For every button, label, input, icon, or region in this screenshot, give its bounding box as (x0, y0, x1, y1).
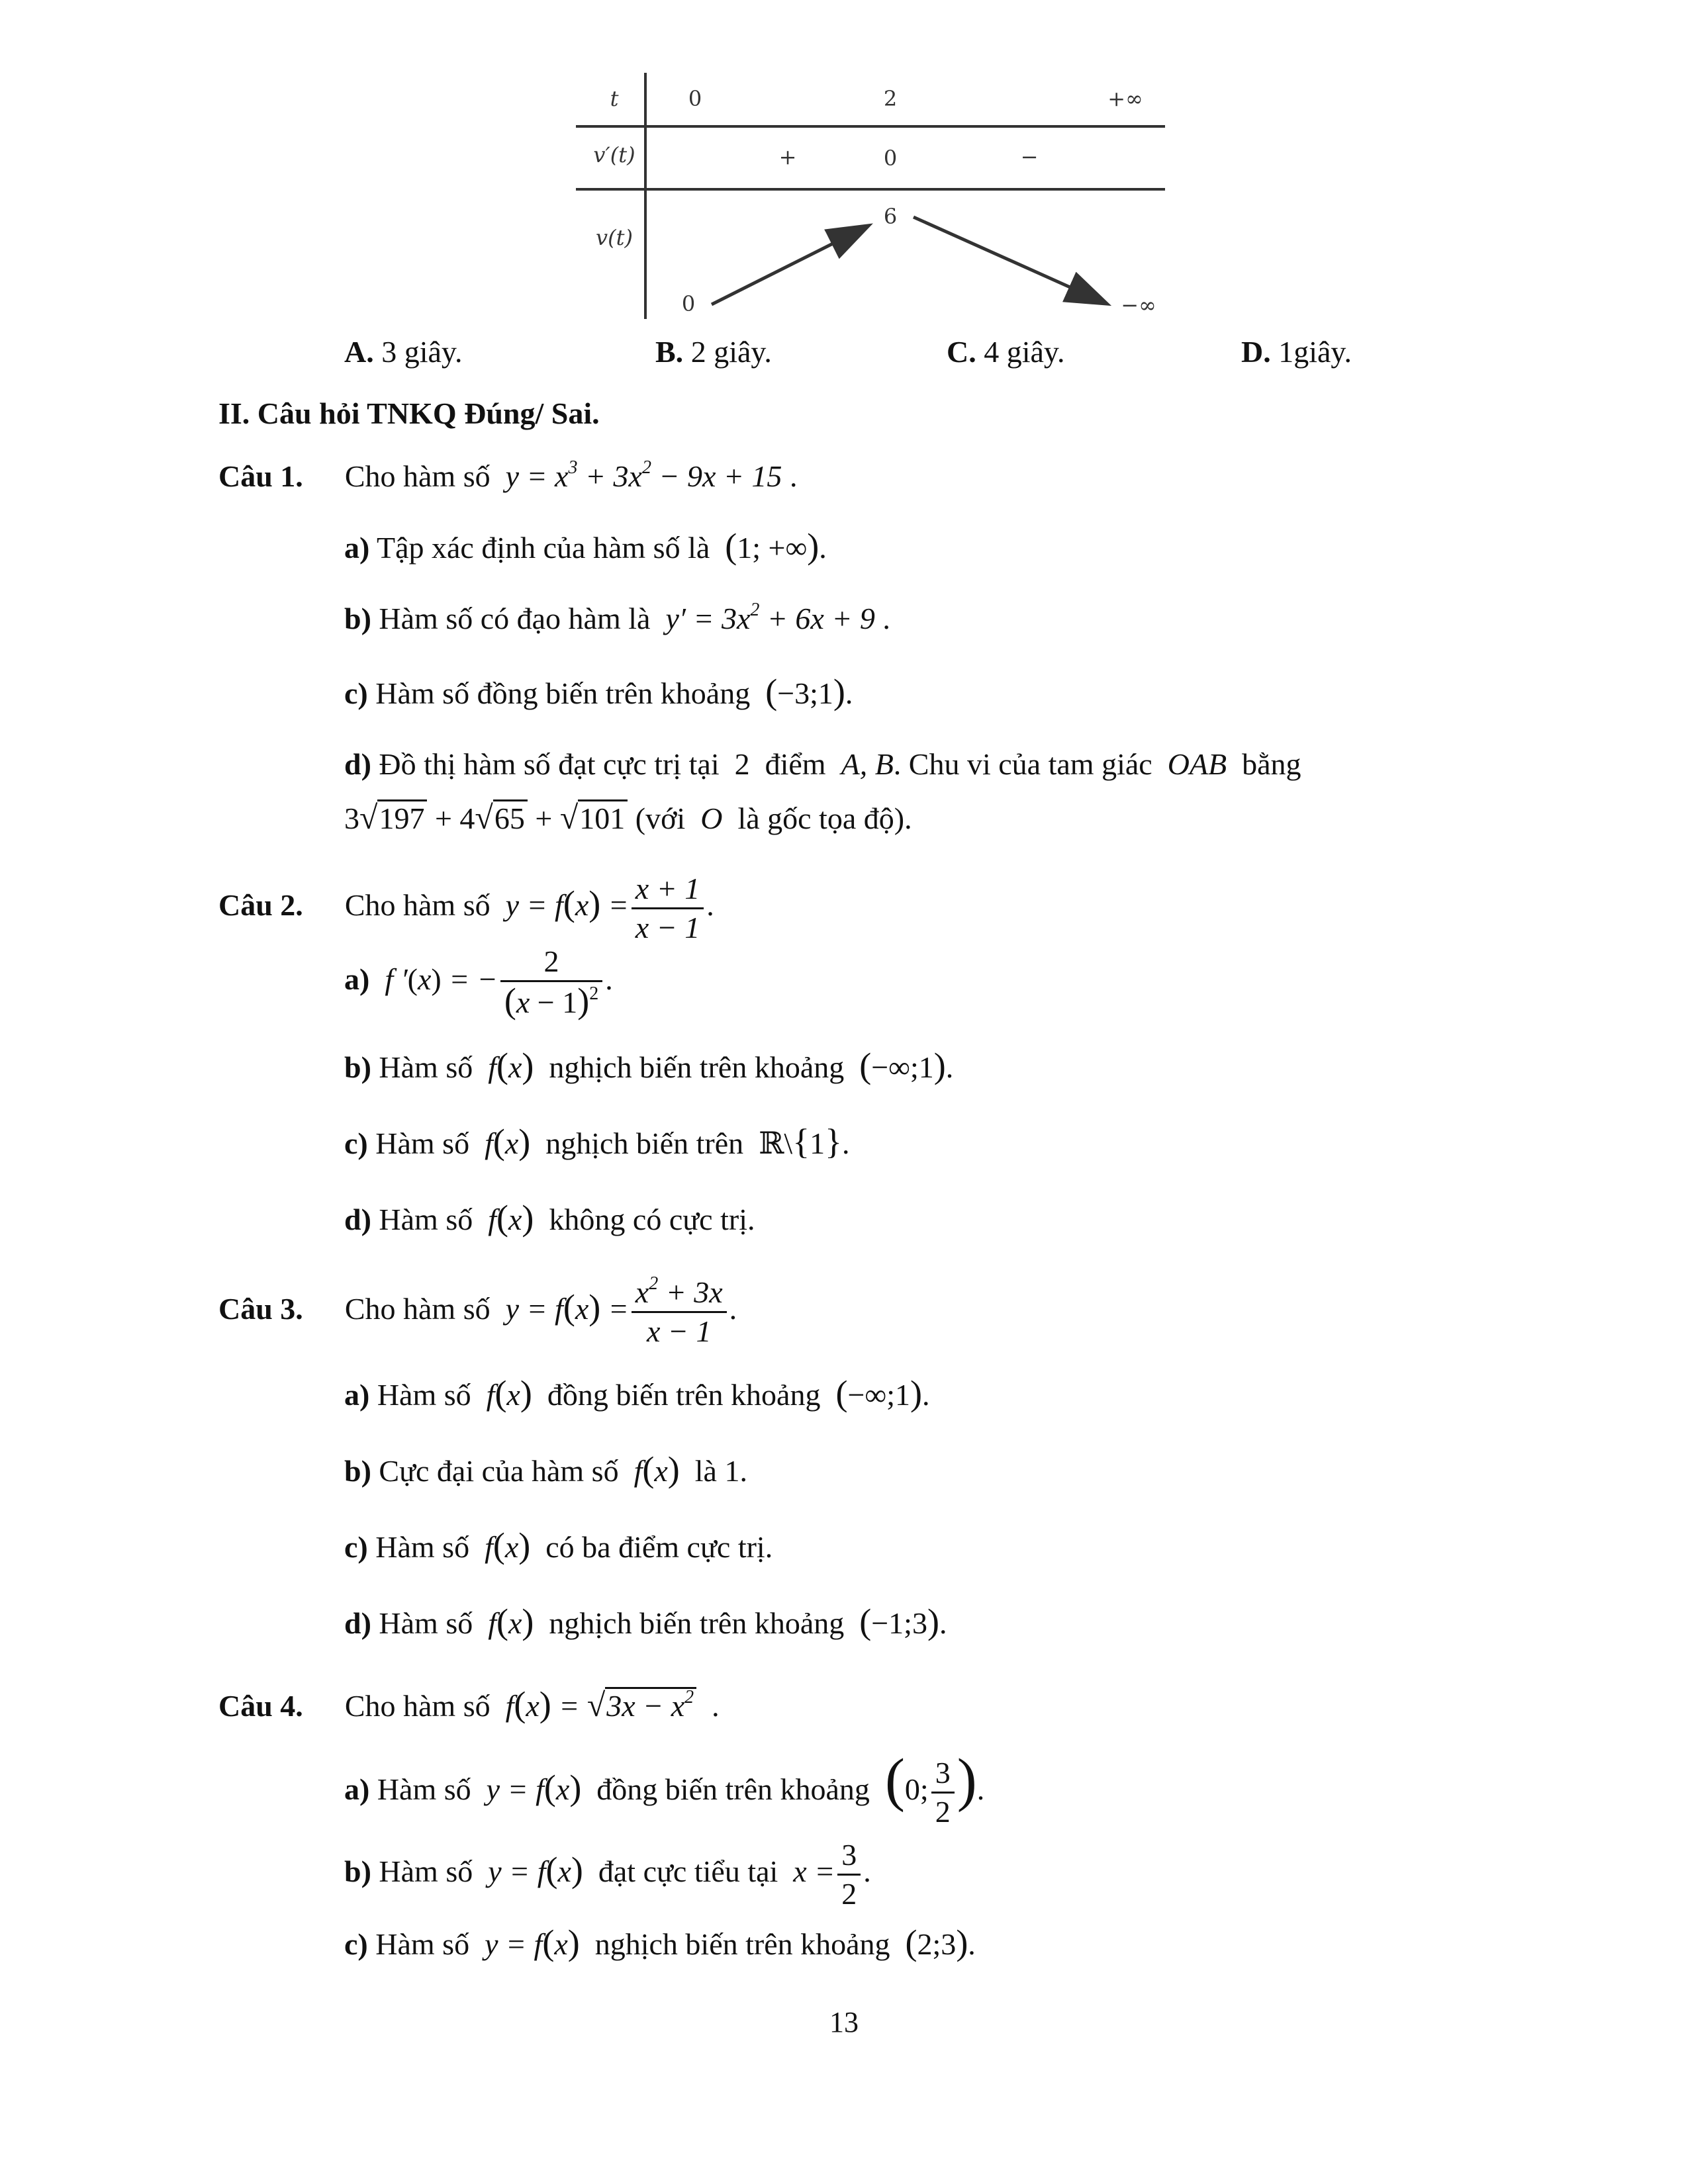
q3-statement-d[interactable] (344, 1602, 947, 1643)
q4-c-math: (2;3). (905, 1923, 976, 1962)
q1-a-text: Tập xác định của hàm số là (377, 531, 710, 565)
q1-d-perimeter: 3√197 + 4√65 + √101 (344, 801, 628, 835)
q3-a-math: (−∞;1). (835, 1373, 930, 1413)
q3-statement-c[interactable] (344, 1525, 773, 1567)
sign-zero: 0 (883, 146, 898, 171)
q1-statement-a[interactable] (344, 526, 827, 568)
q3-label: Câu 3. (218, 1292, 303, 1326)
table-header-t: t (610, 86, 619, 111)
q1-d-label: d) (344, 747, 371, 781)
q2-statement-c[interactable] (344, 1122, 850, 1163)
q3-a-text2: đồng biến trên khoảng (547, 1378, 821, 1412)
t-value-infinity: +∞ (1107, 86, 1143, 111)
q3-b-label: b) (344, 1454, 371, 1488)
table-row-label-v: v(t) (596, 225, 633, 250)
q2-a-fraction: $\frac{2}{(x - 1)^2}$ (500, 943, 602, 1021)
q1-d-two: 2 (727, 747, 758, 781)
q1-c-label: c) (344, 676, 368, 710)
q4-b-text2: đạt cực tiểu tại (598, 1854, 778, 1888)
q3-c-fx: f(x) (477, 1525, 531, 1565)
q4-c-text2: nghịch biến trên khoảng (594, 1927, 890, 1961)
option-d-label: D. (1241, 335, 1271, 369)
option-c-text: 4 giây. (984, 335, 1065, 369)
decreasing-arrow (914, 217, 1105, 303)
v-value-6: 6 (883, 204, 898, 229)
q3-function: y = f(x) = (498, 1287, 629, 1327)
q1-label: Câu 1. (218, 459, 303, 493)
page-number: 13 (829, 2006, 859, 2038)
q1-d-text4: bằng (1242, 747, 1301, 781)
q2-function: y = f(x) = (498, 884, 629, 923)
q4-statement-a[interactable] (344, 1741, 984, 1831)
q1-statement-d-line2 (344, 797, 912, 839)
option-b[interactable] (655, 334, 772, 369)
q2-label: Câu 2. (218, 888, 303, 922)
q4-statement-b[interactable]: b) Hàm số y = f(x) đạt cực tiểu tại x = $\frac{3}{2}$ . (344, 1830, 871, 1913)
v-value-neg-infinity: −∞ (1121, 293, 1156, 318)
q4-statement-c[interactable] (344, 1923, 976, 1964)
q1-d-triangle: OAB (1160, 747, 1235, 781)
q1-statement-d[interactable] (344, 745, 1301, 784)
q2-b-text2: nghịch biến trên khoảng (549, 1050, 845, 1084)
q2-a-math: f ′(x) = − (377, 962, 498, 996)
q3-b-text1: Cực đại của hàm số (379, 1454, 619, 1488)
option-c-label: C. (947, 335, 976, 369)
q2-statement-d[interactable] (344, 1198, 755, 1240)
q2-fraction: $\frac{x + 1}{x - 1}$ (632, 870, 704, 946)
q2-c-math: ℝ\{1}. (751, 1122, 850, 1161)
q4-function: $f(x) = √3x - x^2$ (498, 1689, 696, 1723)
q3-c-text2: có ba điểm cực trị. (545, 1530, 773, 1564)
q4-c-label: c) (344, 1927, 368, 1961)
q4-c-fx: y = f(x) (477, 1923, 580, 1962)
q1-b-math: $y' = 3x^2 + 6x + 9$ (657, 600, 875, 635)
q1-a-label: a) (344, 531, 370, 565)
q1-function: $y = x^3 + 3x^2 - 9x + 15$ (498, 457, 782, 493)
q3-intro-line: Câu 3. Cho hàm số y = f(x) = $\frac{x^2 + 3x}{x - 1}$ . (218, 1267, 737, 1350)
q3-a-text1: Hàm số (377, 1378, 471, 1412)
q2-a-label: a) (344, 962, 370, 996)
q2-c-text1: Hàm số (375, 1126, 470, 1160)
sign-plus: + (778, 144, 797, 169)
q3-d-text1: Hàm số (379, 1606, 473, 1640)
q1-d-text5: (với (635, 801, 686, 835)
q1-a-math: (1; +∞). (725, 526, 827, 566)
q3-b-text2: là 1. (694, 1454, 747, 1488)
table-row-label-vprime: v′(t) (593, 142, 635, 167)
q2-c-label: c) (344, 1126, 368, 1160)
section-title: II. Câu hỏi TNKQ Đúng/ Sai. (218, 396, 600, 430)
q4-b-math: x = (785, 1854, 835, 1888)
option-a-label: A. (344, 335, 374, 369)
q4-a-text2: đồng biến trên khoảng (596, 1772, 870, 1806)
q1-d-text1: Đồ thị hàm số đạt cực trị tại (379, 747, 720, 781)
q3-b-fx: f(x) (626, 1449, 680, 1489)
option-a[interactable] (344, 334, 462, 369)
variation-table (0, 60, 1688, 390)
q4-a-label: a) (344, 1772, 370, 1806)
option-b-text: 2 giây. (690, 335, 772, 369)
q2-b-math: (−∞;1). (859, 1046, 954, 1085)
q3-statement-b[interactable] (344, 1449, 747, 1491)
q2-d-label: d) (344, 1203, 371, 1236)
q2-d-text1: Hàm số (379, 1203, 473, 1236)
q1-statement-c[interactable] (344, 672, 853, 713)
q1-c-text: Hàm số đồng biến trên khoảng (375, 676, 751, 710)
q2-d-text2: không có cực trị. (549, 1203, 755, 1236)
q3-d-label: d) (344, 1606, 371, 1640)
q3-c-label: c) (344, 1530, 368, 1564)
increasing-arrow (712, 226, 867, 304)
q1-b-label: b) (344, 602, 371, 635)
q4-c-text1: Hàm số (375, 1927, 470, 1961)
q1-intro: Cho hàm số (344, 459, 491, 493)
q3-d-math: (−1;3). (859, 1602, 947, 1641)
q4-b-fx: y = f(x) (480, 1850, 583, 1889)
q1-d-points: A, B (833, 747, 894, 781)
option-d[interactable] (1241, 334, 1352, 369)
q4-a-math: (0; $\frac{3}{2}$ ). (877, 1772, 984, 1806)
q4-intro-line: Câu 4. Cho hàm số $f(x) = √3x - x^2$ . (218, 1684, 720, 1724)
option-b-label: B. (655, 335, 684, 369)
q4-label: Câu 4. (218, 1689, 303, 1723)
q3-fraction: $\frac{x^2 + 3x}{x - 1}$ (632, 1274, 727, 1350)
q3-a-fx: f(x) (479, 1373, 532, 1413)
q2-d-fx: f(x) (480, 1198, 534, 1238)
q1-c-math: (−3;1). (765, 672, 853, 711)
q2-c-text2: nghịch biến trên (545, 1126, 744, 1160)
q2-statement-a[interactable]: a) f ′(x) = − $\frac{2}{(x - 1)^2}$ . (344, 944, 613, 1021)
q2-b-text1: Hàm số (379, 1050, 473, 1084)
q1-d-origin: O (692, 801, 730, 835)
q2-b-fx: f(x) (480, 1046, 534, 1085)
option-a-text: 3 giây. (381, 335, 463, 369)
q4-a-text1: Hàm số (377, 1772, 471, 1806)
option-c[interactable] (947, 334, 1064, 369)
v-value-0: 0 (681, 291, 696, 316)
q1-d-text3: . Chu vi của tam giác (893, 747, 1152, 781)
q1-statement-b[interactable]: b) Hàm số có đạo hàm là $y' = 3x^2 + 6x + 9$ . (344, 600, 890, 635)
q3-c-text1: Hàm số (375, 1530, 470, 1564)
q4-b-label: b) (344, 1854, 371, 1888)
q2-intro-line: Câu 2. Cho hàm số y = f(x) = $\frac{x + 1}{x - 1}$ . (218, 864, 714, 946)
t-value-2: 2 (883, 86, 898, 111)
q2-b-label: b) (344, 1050, 371, 1084)
q4-intro: Cho hàm số (344, 1689, 491, 1723)
q3-d-text2: nghịch biến trên khoảng (549, 1606, 845, 1640)
q3-a-label: a) (344, 1378, 370, 1412)
q3-intro: Cho hàm số (344, 1292, 491, 1326)
q3-statement-a[interactable] (344, 1373, 929, 1415)
q3-d-fx: f(x) (480, 1602, 534, 1641)
q1-d-text6: là gốc tọa độ). (737, 801, 912, 835)
q1-intro-line: Câu 1. Cho hàm số $y = x^3 + 3x^2 - 9x + 15$ . (218, 457, 798, 493)
q2-c-fx: f(x) (477, 1122, 531, 1161)
option-d-text: 1giây. (1278, 335, 1352, 369)
q2-statement-b[interactable] (344, 1046, 953, 1087)
q1-d-text2: điểm (765, 747, 826, 781)
q4-a-fx: y = f(x) (479, 1768, 582, 1807)
t-value-0: 0 (688, 86, 702, 111)
q2-intro: Cho hàm số (344, 888, 491, 922)
q4-b-text1: Hàm số (379, 1854, 473, 1888)
sign-minus: − (1020, 144, 1039, 169)
q1-b-text: Hàm số có đạo hàm là (379, 602, 651, 635)
q4-b-fraction: $\frac{3}{2}$ (837, 1837, 861, 1913)
